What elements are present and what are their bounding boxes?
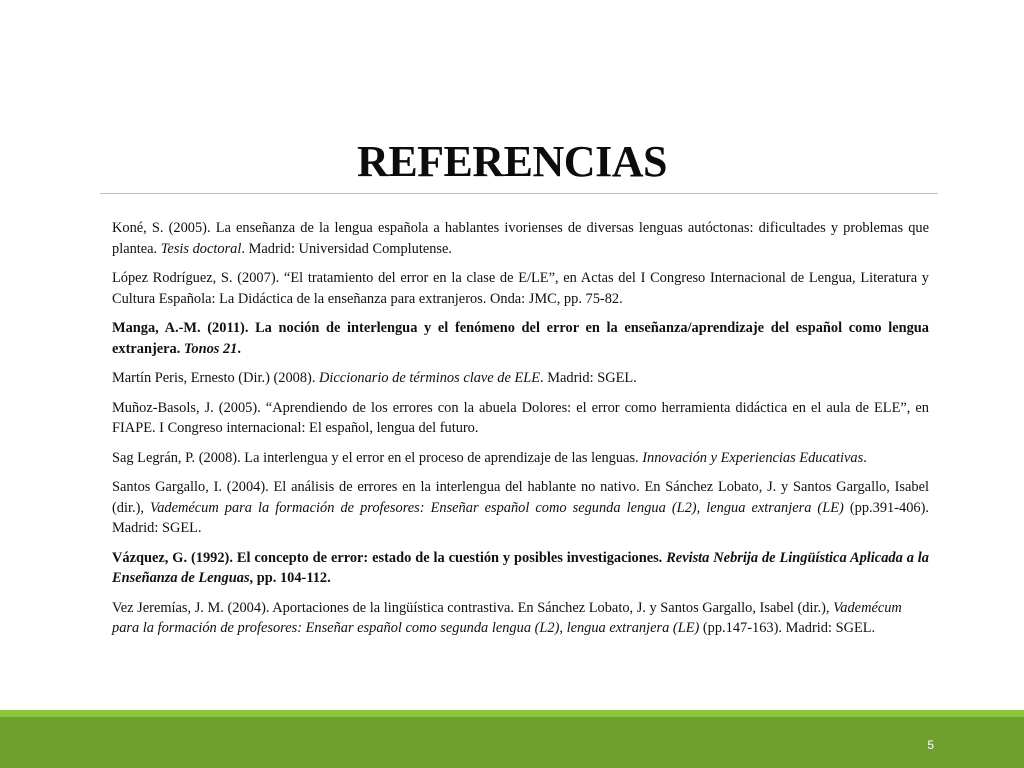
reference-italic: Revista Nebrija de Lingüística Aplicada a la Enseñanza de Lenguas [112,549,930,586]
reference-item [112,368,929,389]
page-number: 5 [927,738,934,752]
slide-title: REFERENCIAS [357,137,667,186]
title-divider [100,193,938,194]
reference-item [112,268,929,309]
reference-text: Vez Jeremías, J. M. (2004). Aportaciones de la lingüística contrastiva. En Sánchez Lobato, J. y Santos Gargallo, Isabel (dir.), [112,599,834,616]
reference-tail: . Madrid: SGEL. [540,370,637,386]
reference-item [112,548,929,589]
reference-italic: Vademécum para la formación de profesores: Enseñar español como segunda lengua (L2), lengua extranjera (LE) [150,499,844,516]
footer-bar [0,710,1024,768]
reference-italic: Vademécum para la formación de profesores: Enseñar español como segunda lengua (L2), lengua extranjera (LE) [112,599,902,636]
reference-tail: . Madrid: Universidad Complutense. [241,240,453,257]
reference-item [112,218,929,259]
reference-item [112,398,929,439]
reference-item [112,598,929,639]
reference-italic: Innovación y Experiencias Educativas [642,449,864,466]
reference-text: López Rodríguez, S. (2007). “El tratamiento del error en la clase de E/LE”, en Actas del I Congreso Internacional de Lengua, Literatura y Cultura Española: La Didáctica de la enseñanza para extranjeros. Onda: JMC, pp. 75-82. [112,270,929,307]
reference-text: Santos Gargallo, I. (2004). El análisis de errores en la interlengua del hablante no nativo. En Sánchez Lobato, J. y Santos Gargallo, Isabel (dir.), [112,479,929,516]
reference-italic: Diccionario de términos clave de ELE [319,370,541,386]
reference-text: Vázquez, G. (1992). El concepto de error: estado de la cuestión y posibles investigaciones. [112,549,667,566]
reference-tail: (pp.147-163). Madrid: SGEL. [699,620,876,636]
footer-accent-stripe [0,710,1024,717]
reference-text: Martín Peris, Ernesto (Dir.) (2008). [112,370,320,386]
reference-item [112,318,929,359]
reference-text: Muñoz-Basols, J. (2005). “Aprendiendo de los errores con la abuela Dolores: el error como herramienta didáctica en el aula de ELE”, en FIAPE. I Congreso internacional: El español, lengua del futuro. [112,399,929,436]
reference-item [112,477,929,539]
reference-italic: Tonos 21 [183,340,238,357]
reference-text: Koné, S. (2005). La enseñanza de la lengua española a hablantes ivorienses de diversas lenguas autóctonas: dificultades y problemas que plantea. [112,220,929,257]
reference-item [112,448,929,469]
reference-italic: Tesis doctoral [160,240,242,257]
reference-tail: (pp.391-406). Madrid: SGEL. [112,499,929,536]
reference-text: Manga, A.-M. (2011). La noción de interlengua y el fenómeno del error en la enseñanza/aprendizaje del español como lengua extranjera. [112,320,929,357]
reference-tail: , pp. 104-112. [249,570,331,586]
reference-tail: . [237,340,241,357]
reference-list [112,218,929,648]
reference-text: Sag Legrán, P. (2008). La interlengua y el error en el proceso de aprendizaje de las lenguas. [112,449,643,466]
reference-tail: . [863,449,867,466]
